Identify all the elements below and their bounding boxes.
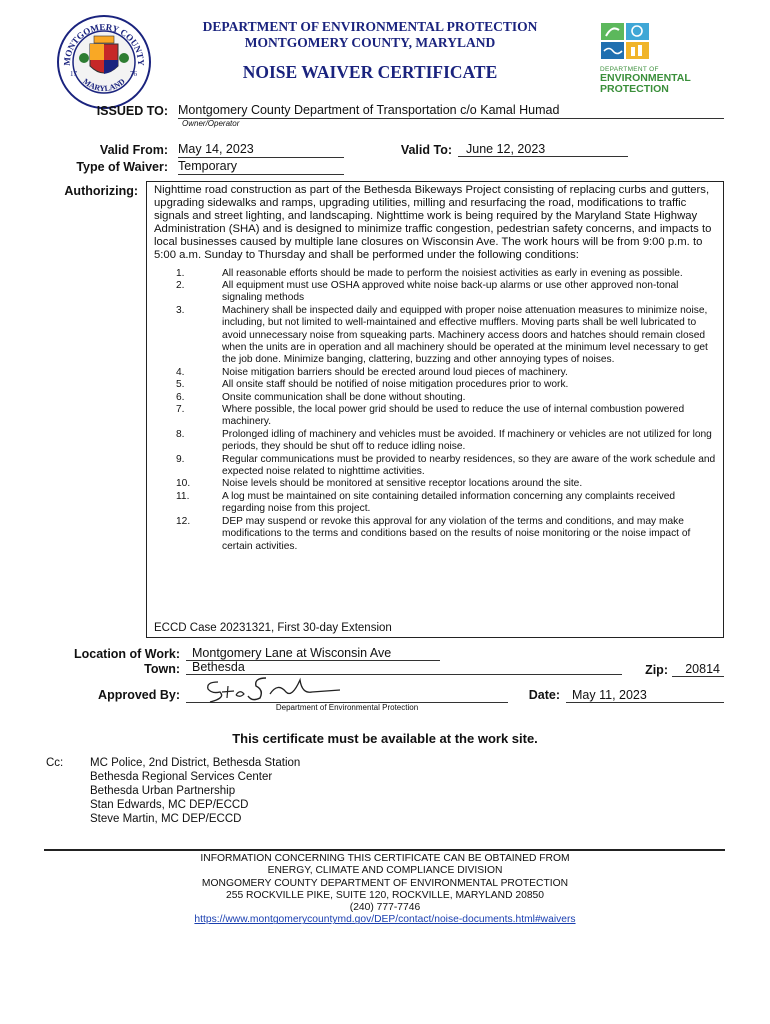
county-seal <box>56 14 152 110</box>
condition-text: Where possible, the local power grid should be used to reduce the use of internal combustion powered machinery. <box>222 404 685 428</box>
waiver-type-value: Temporary <box>178 159 344 175</box>
condition-item <box>154 404 717 429</box>
signature <box>200 672 350 706</box>
footer-line1: INFORMATION CONCERNING THIS CERTIFICATE CAN BE OBTAINED FROM <box>200 853 570 864</box>
issued-to-value: Montgomery County Department of Transportation c/o Kamal Humad <box>178 103 724 119</box>
condition-text: Noise mitigation barriers should be erected around loud pieces of machinery. <box>222 366 568 378</box>
condition-number: 5. <box>176 379 185 391</box>
condition-item <box>154 491 717 516</box>
condition-number: 2. <box>176 279 185 291</box>
cc-recipient: Bethesda Regional Services Center <box>90 771 273 783</box>
case-number: ECCD Case 20231321, First 30-day Extension <box>154 622 392 634</box>
condition-item <box>154 392 717 404</box>
condition-item <box>154 305 717 367</box>
condition-item <box>154 454 717 479</box>
owner-operator-label: Owner/Operator <box>182 119 240 128</box>
condition-text: DEP may suspend or revoke this approval for any violation of the terms and conditions, and may make modifications to the terms and conditions based on the results of noise monitoring or the noise impact of certain activities. <box>222 515 691 552</box>
condition-text: A log must be maintained on site containing detailed information concerning any complaints received regarding noise from this project. <box>222 490 676 515</box>
condition-item <box>154 478 717 490</box>
waivers-link[interactable]: https://www.montgomerycountymd.gov/DEP/contact/noise-documents.html#waivers <box>194 914 576 926</box>
condition-item <box>154 516 717 553</box>
condition-number: 6. <box>176 391 185 403</box>
waiver-type-label: Type of Waiver: <box>76 160 168 174</box>
cc-recipient: Stan Edwards, MC DEP/ECCD <box>90 799 249 811</box>
cc-recipient: Steve Martin, MC DEP/ECCD <box>90 813 242 825</box>
footer-line4: 255 ROCKVILLE PIKE, SUITE 120, ROCKVILLE, MARYLAND 20850 <box>225 889 545 901</box>
condition-number: 3. <box>176 304 185 316</box>
location-label: Location of Work: <box>73 647 180 661</box>
cc-recipient: Bethesda Urban Partnership <box>90 785 236 797</box>
conditions-list <box>154 268 717 553</box>
authorizing-box <box>146 181 724 638</box>
dep-logo-line3: PROTECTION <box>600 83 669 95</box>
authorizing-intro: Nighttime road construction as part of the Bethesda Bikeways Project consisting of replacing curbs and gutters, upgrading sidewalks and ramps, upgrading utilities, milling and resurfacing the road, modifications to traffic signals and street lighting, and landscaping. Nighttime work is being required by the Maryland State Highway Administration (SHA) and is designed to minimize traffic congestion, pedestrian safety concerns, and impacts to local businesses caused by multiple lane closures on Wisconsin Ave. The work hours will be from 9:00 p.m. to 5:00 a.m. Sunday to Thursday and shall be performed under the following conditions: <box>154 184 712 262</box>
issued-to-label: ISSUED TO: <box>96 104 168 118</box>
footer-rule <box>44 849 725 851</box>
valid-from-label: Valid From: <box>99 143 168 157</box>
date-label: Date: <box>528 688 560 702</box>
location-value: Montgomery Lane at Wisconsin Ave <box>186 646 440 661</box>
condition-number: 9. <box>176 453 185 465</box>
seal-year-left: 17 <box>70 70 77 78</box>
authorizing-label: Authorizing: <box>64 184 138 198</box>
condition-number: 11. <box>176 490 190 502</box>
county-line: MONTGOMERY COUNTY, MARYLAND <box>244 35 496 50</box>
cc-label: Cc: <box>46 757 64 769</box>
dep-logo-line2: ENVIRONMENTAL <box>600 72 691 84</box>
dept-line: DEPARTMENT OF ENVIRONMENTAL PROTECTION <box>202 19 538 34</box>
seal-bottom-text: MARYLAND <box>81 76 127 94</box>
town-label: Town: <box>144 662 180 676</box>
condition-number: 8. <box>176 428 185 440</box>
valid-from-value: May 14, 2023 <box>178 142 344 158</box>
condition-number: 12. <box>176 515 191 527</box>
zip-label: Zip: <box>645 663 668 677</box>
footer-line2: ENERGY, CLIMATE AND COMPLIANCE DIVISION <box>267 865 503 877</box>
condition-text: All reasonable efforts should be made to perform the noisiest activities as early in evening as possible. <box>222 267 683 279</box>
condition-text: Machinery shall be inspected daily and equipped with proper noise attenuation measures to minimize noise, including, but not limited to well-maintained and effective mufflers. Moving parts shall be well lubricated to avoid unnecessary noise from squeaking parts. Machinery access doors and hatches should remain closed when the units are in operation and all machinery should be operated at the minimum level necessary to get the job done. Minimize banging, clattering, buzzing and other annoying types of noises. <box>222 304 708 366</box>
condition-number: 1. <box>176 267 185 279</box>
condition-item <box>154 379 717 391</box>
date-value: May 11, 2023 <box>566 688 724 703</box>
cc-list <box>90 756 300 826</box>
condition-text: Prolonged idling of machinery and vehicles must be avoided. If machinery or vehicles are not utilized for long periods, they should be shut off to reduce idling noise. <box>222 428 712 453</box>
condition-text: Regular communications must be provided to nearby residences, so they are aware of the work schedule and expected noise related to nighttime activities. <box>222 453 716 478</box>
condition-text: Noise levels should be monitored at sensitive receptor locations around the site. <box>222 478 583 490</box>
page-title: NOISE WAIVER CERTIFICATE <box>242 62 498 82</box>
valid-to-label: Valid To: <box>400 143 452 157</box>
town-value: Bethesda <box>186 660 622 675</box>
condition-text: All equipment must use OSHA approved white noise back-up alarms or use other approved non-tonal signaling methods <box>222 279 679 304</box>
condition-text: Onsite communication shall be done without shouting. <box>222 391 466 403</box>
condition-item <box>154 429 717 454</box>
footer <box>0 853 770 927</box>
condition-number: 7. <box>176 404 185 416</box>
condition-item <box>154 280 717 305</box>
approved-by-label: Approved By: <box>98 688 180 702</box>
zip-value: 20814 <box>672 662 724 677</box>
condition-number: 4. <box>176 366 185 378</box>
condition-text: All onsite staff should be notified of noise mitigation procedures prior to work. <box>222 379 569 391</box>
dep-logo <box>600 22 720 95</box>
dep-logo-line1: DEPARTMENT OF <box>600 66 659 73</box>
seal-year-right: 76 <box>130 70 137 78</box>
footer-line5: (240) 777-7746 <box>349 902 421 914</box>
condition-number: 10. <box>176 478 191 490</box>
footer-line3: MONGOMERY COUNTY DEPARTMENT OF ENVIRONMENTAL PROTECTION <box>201 877 569 889</box>
availability-notice: This certificate must be available at the work site. <box>232 731 538 746</box>
condition-item <box>154 268 717 280</box>
approved-sublabel: Department of Environmental Protection <box>275 703 419 712</box>
cc-recipient: MC Police, 2nd District, Bethesda Station <box>90 757 301 769</box>
condition-item <box>154 367 717 379</box>
dep-logo-icons <box>600 22 650 60</box>
valid-to-value: June 12, 2023 <box>458 142 628 157</box>
seal-top-text: MONTGOMERY COUNTY <box>61 21 147 66</box>
